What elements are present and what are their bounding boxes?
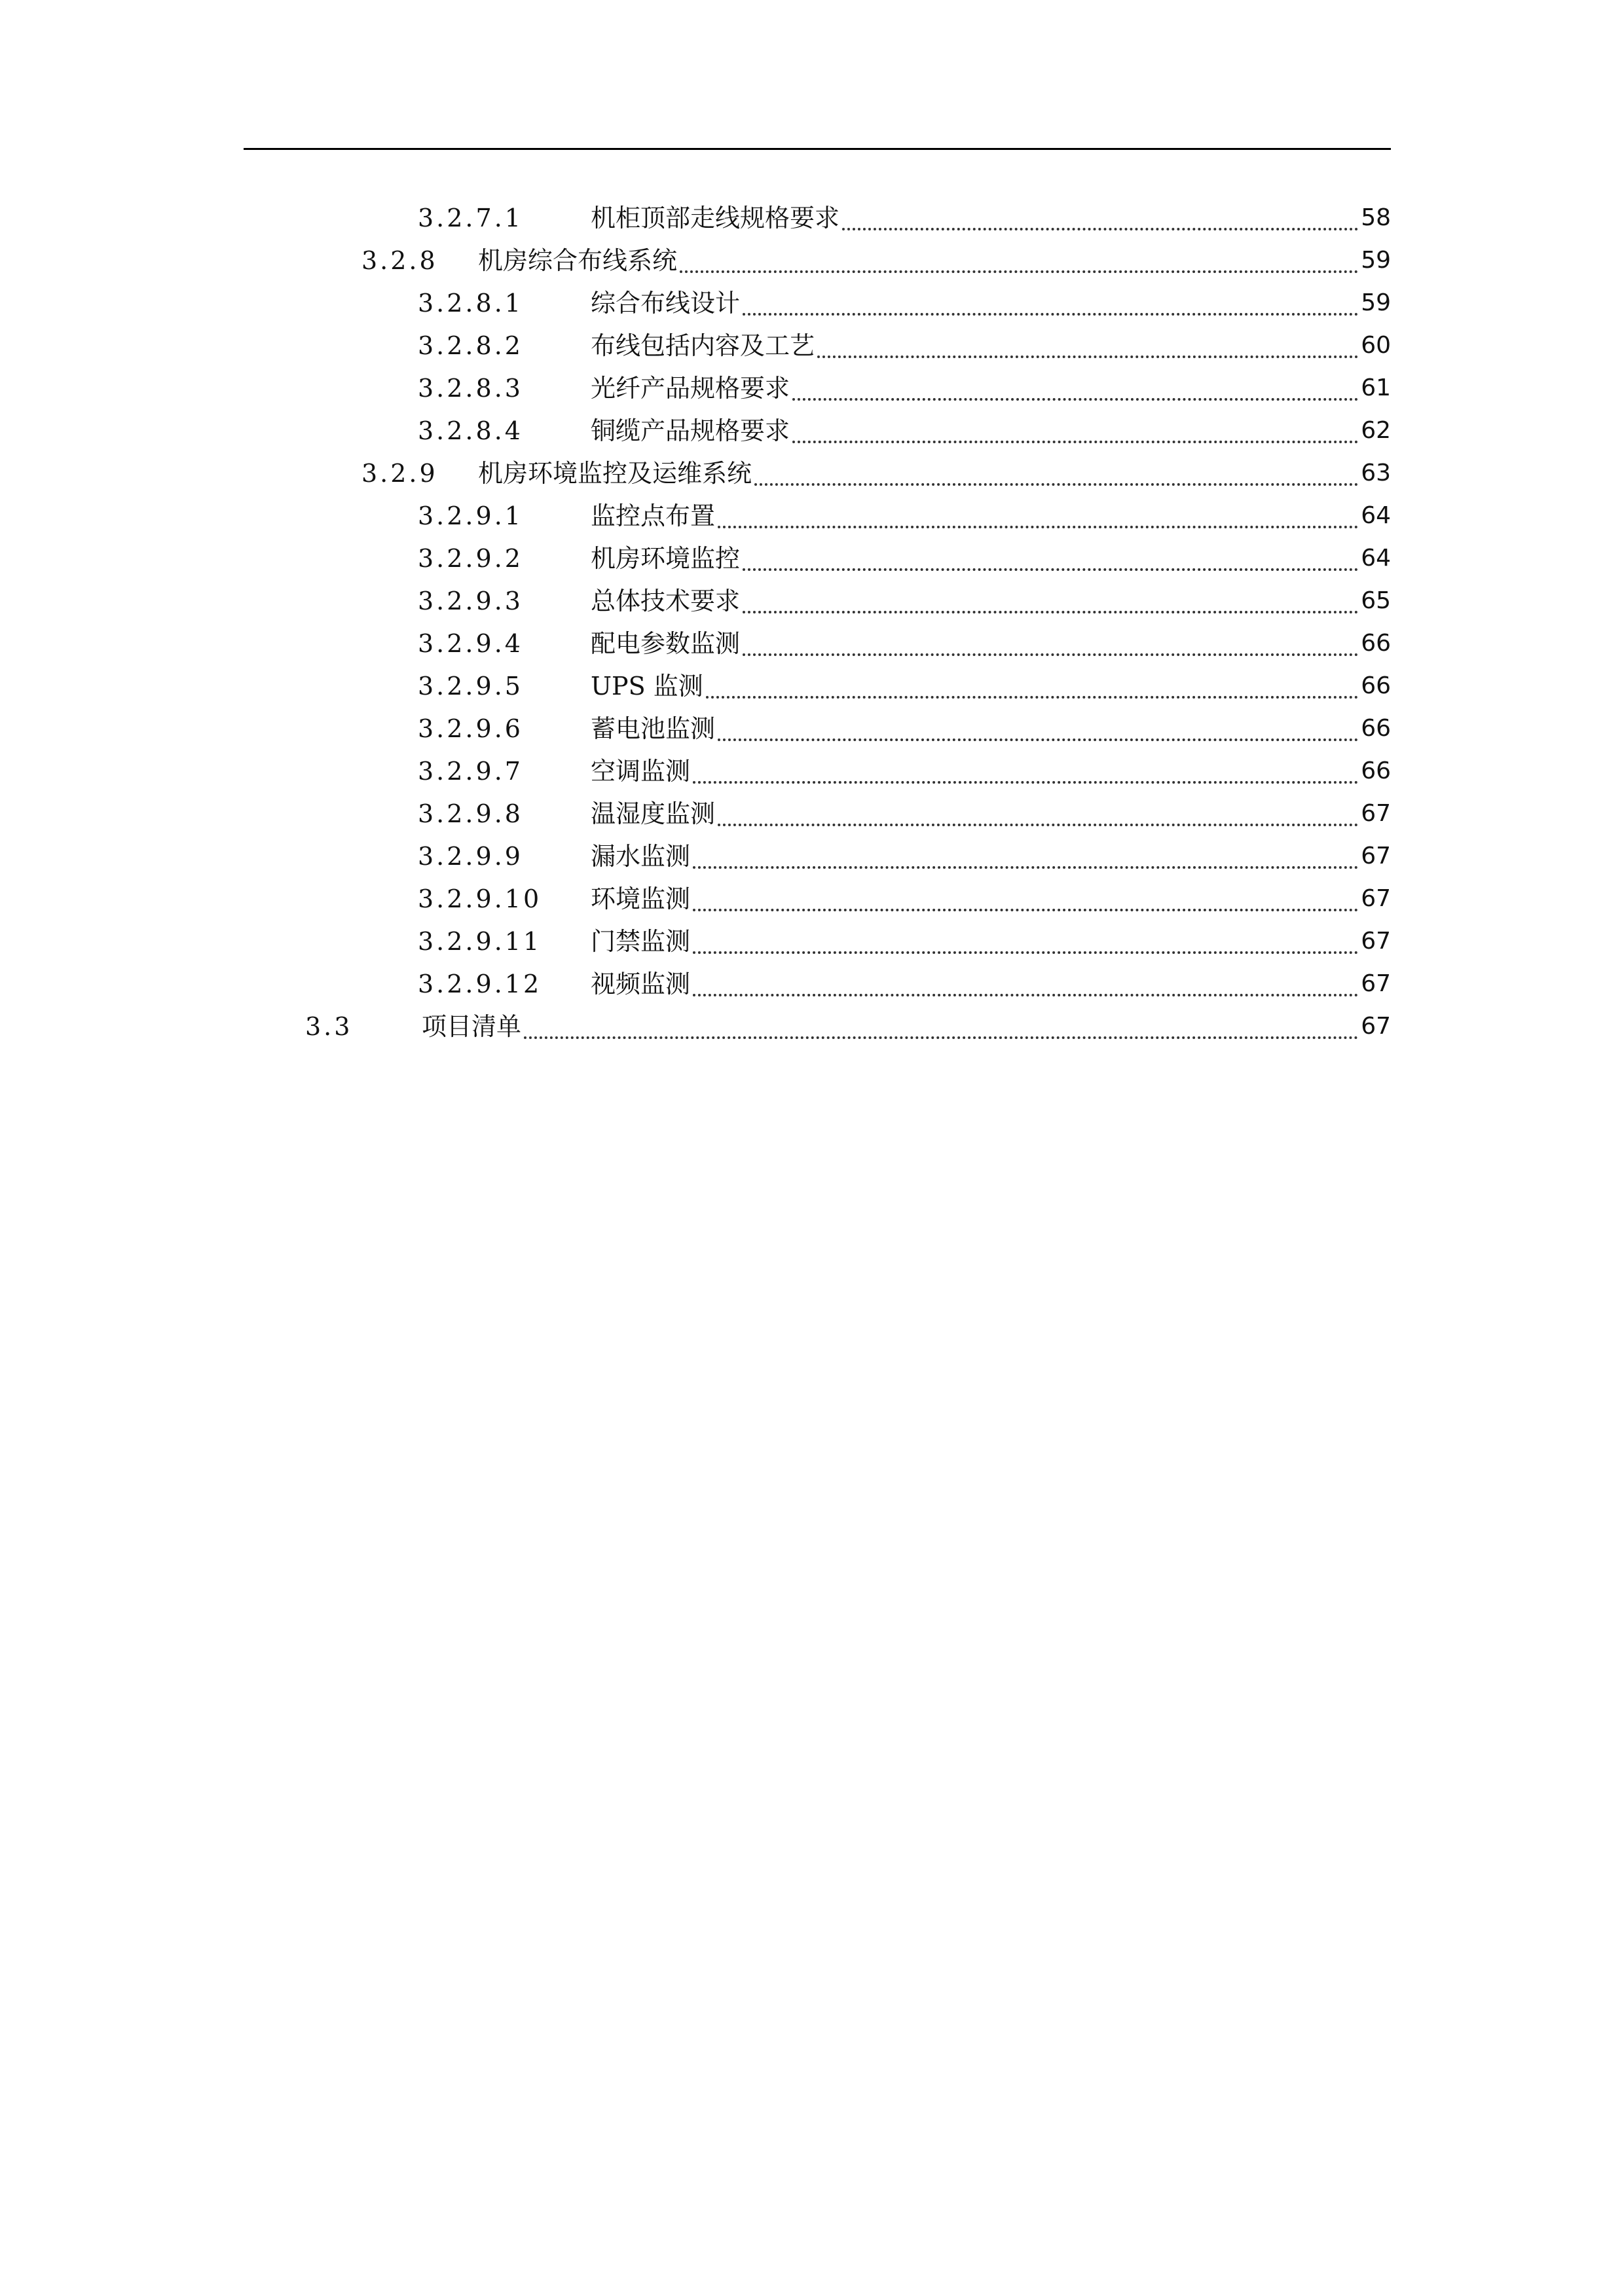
toc-entry-number: 3.2.9 xyxy=(361,459,438,488)
toc-entry-title: UPS 监测 xyxy=(591,672,703,701)
toc-entry-number: 3.2.9.11 xyxy=(418,927,542,956)
toc-dot-leader xyxy=(693,994,1358,996)
toc-entry-page: 60 xyxy=(1361,332,1391,359)
toc-entry-page: 62 xyxy=(1361,417,1391,444)
toc-entry-number: 3.2.9.1 xyxy=(418,501,523,530)
toc-entry[interactable] xyxy=(418,877,1391,920)
toc-dot-leader xyxy=(706,696,1358,699)
toc-dot-leader xyxy=(693,909,1358,911)
toc-entry-page: 58 xyxy=(1361,204,1391,231)
toc-entry-page: 66 xyxy=(1361,715,1391,742)
toc-entry-page: 67 xyxy=(1361,843,1391,869)
toc-entry[interactable] xyxy=(418,494,1391,538)
toc-entry-page: 59 xyxy=(1361,289,1391,316)
toc-dot-leader xyxy=(792,441,1358,443)
toc-entry-page: 65 xyxy=(1361,587,1391,614)
toc-entry-number: 3.2.9.10 xyxy=(418,884,542,913)
toc-entry-page: 64 xyxy=(1361,545,1391,572)
toc-entry-title: 布线包括内容及工艺 xyxy=(591,331,815,360)
toc-entry-title: 综合布线设计 xyxy=(591,289,741,318)
toc-entry-number: 3.2.9.2 xyxy=(418,544,523,573)
toc-entry-number: 3.2.9.6 xyxy=(418,714,523,743)
toc-entry-title: 蓄电池监测 xyxy=(591,714,716,743)
toc-entry-title: 空调监测 xyxy=(591,757,691,786)
toc-entry-page: 59 xyxy=(1361,247,1391,274)
toc-entry-title: 机房综合布线系统 xyxy=(478,246,678,275)
toc-entry-page: 67 xyxy=(1361,1013,1391,1040)
toc-entry[interactable] xyxy=(305,1005,1391,1048)
toc-entry[interactable] xyxy=(418,579,1391,623)
toc-entry-page: 67 xyxy=(1361,885,1391,912)
toc-entry-title: 机柜顶部走线规格要求 xyxy=(591,204,840,232)
toc-entry-page: 66 xyxy=(1361,757,1391,784)
toc-entry-title: 配电参数监测 xyxy=(591,629,741,658)
toc-entry-page: 67 xyxy=(1361,928,1391,955)
toc-entry-title: 视频监测 xyxy=(591,970,691,998)
header-rule xyxy=(244,148,1391,150)
toc-entry[interactable] xyxy=(361,239,1391,282)
toc-entry-number: 3.2.9.8 xyxy=(418,799,523,828)
toc-entry-title: 门禁监测 xyxy=(591,927,691,956)
toc-dot-leader xyxy=(718,738,1358,741)
toc-entry[interactable] xyxy=(418,196,1391,240)
toc-entry-number: 3.2.8.4 xyxy=(418,416,523,445)
toc-entry[interactable] xyxy=(418,537,1391,580)
toc-entry[interactable] xyxy=(418,367,1391,410)
toc-entry-number: 3.3 xyxy=(305,1012,353,1041)
toc-entry[interactable] xyxy=(418,282,1391,325)
toc-entry-page: 66 xyxy=(1361,630,1391,657)
toc-dot-leader xyxy=(693,951,1358,954)
toc-entry-title: 光纤产品规格要求 xyxy=(591,374,790,403)
toc-dot-leader xyxy=(743,611,1358,613)
toc-dot-leader xyxy=(743,568,1358,571)
toc-entry-number: 3.2.7.1 xyxy=(418,204,523,232)
toc-dot-leader xyxy=(693,866,1358,869)
toc-entry-number: 3.2.9.4 xyxy=(418,629,523,658)
toc-entry[interactable] xyxy=(418,920,1391,963)
toc-entry-title: 温湿度监测 xyxy=(591,799,716,828)
toc-entry-title: 铜缆产品规格要求 xyxy=(591,416,790,445)
toc-entry[interactable] xyxy=(418,409,1391,452)
toc-entry-title: 漏水监测 xyxy=(591,842,691,871)
toc-entry-number: 3.2.8.3 xyxy=(418,374,523,403)
toc-entry-page: 67 xyxy=(1361,970,1391,997)
toc-entry-title: 机房环境监控 xyxy=(591,544,741,573)
toc-entry-number: 3.2.8.2 xyxy=(418,331,523,360)
toc-dot-leader xyxy=(718,526,1358,528)
toc-entry-number: 3.2.8 xyxy=(361,246,438,275)
toc-entry-title: 机房环境监控及运维系统 xyxy=(478,459,752,488)
toc-entry-page: 64 xyxy=(1361,502,1391,529)
toc-entry-number: 3.2.9.9 xyxy=(418,842,523,871)
toc-dot-leader xyxy=(817,355,1358,358)
toc-entry-page: 61 xyxy=(1361,374,1391,401)
toc-entry[interactable] xyxy=(418,750,1391,793)
toc-entry-page: 66 xyxy=(1361,672,1391,699)
toc-entry[interactable] xyxy=(418,962,1391,1006)
toc-entry-number: 3.2.9.5 xyxy=(418,672,523,701)
toc-entry-number: 3.2.8.1 xyxy=(418,289,523,318)
toc-dot-leader xyxy=(680,270,1358,273)
toc-entry-title: 监控点布置 xyxy=(591,501,716,530)
toc-entry-page: 63 xyxy=(1361,460,1391,486)
toc-entry[interactable] xyxy=(418,792,1391,835)
toc-entry[interactable] xyxy=(418,707,1391,750)
toc-entry-number: 3.2.9.7 xyxy=(418,757,523,786)
toc-entry-number: 3.2.9.12 xyxy=(418,970,542,998)
toc-entry[interactable] xyxy=(418,622,1391,665)
toc-dot-leader xyxy=(842,228,1358,230)
toc-dot-leader xyxy=(524,1036,1358,1039)
toc-dot-leader xyxy=(792,398,1358,401)
toc-entry[interactable] xyxy=(361,452,1391,495)
toc-entry-page: 67 xyxy=(1361,800,1391,827)
toc-entry[interactable] xyxy=(418,835,1391,878)
toc-entry[interactable] xyxy=(418,324,1391,367)
toc-entry-number: 3.2.9.3 xyxy=(418,587,523,615)
toc-dot-leader xyxy=(693,781,1358,784)
toc-dot-leader xyxy=(743,313,1358,316)
toc-dot-leader xyxy=(754,483,1358,486)
toc-dot-leader xyxy=(718,824,1358,826)
toc-entry-title: 总体技术要求 xyxy=(591,587,741,615)
toc-dot-leader xyxy=(743,653,1358,656)
toc-entry[interactable] xyxy=(418,665,1391,708)
toc-entry-title: 环境监测 xyxy=(591,884,691,913)
toc-entry-title: 项目清单 xyxy=(422,1012,522,1041)
